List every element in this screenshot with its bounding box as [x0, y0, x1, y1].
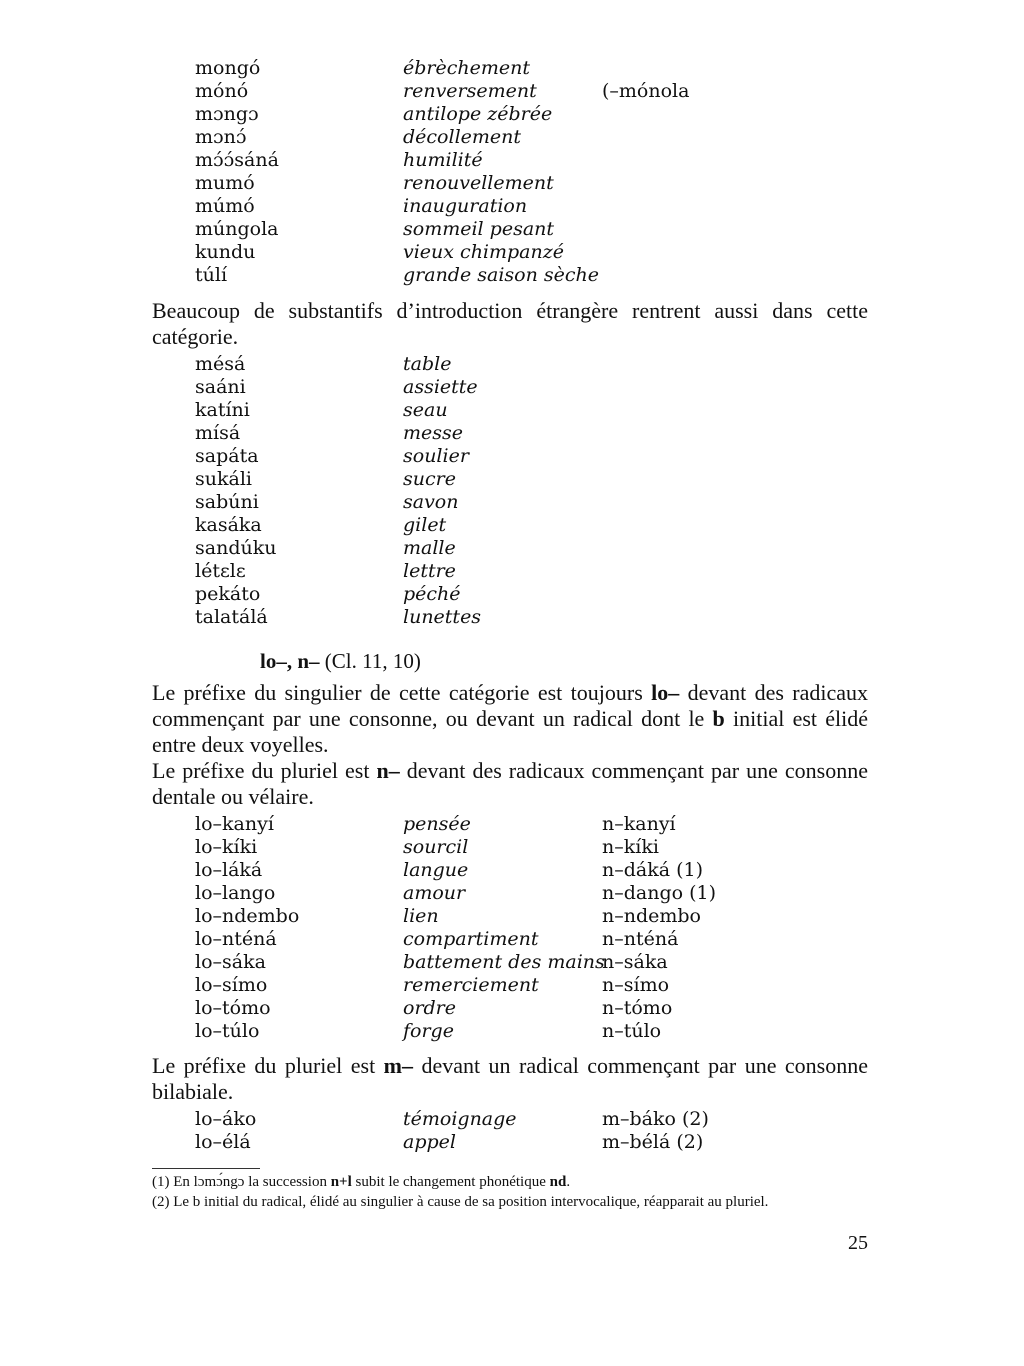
- lomongo-word: katíni: [195, 399, 250, 421]
- plural-form: n–sáka: [602, 951, 668, 973]
- french-gloss: grande saison sèche: [403, 264, 599, 286]
- plural-form: n–tómo: [602, 997, 673, 1019]
- lomongo-word: mumó: [195, 172, 255, 194]
- singular-form: lo–áko: [195, 1108, 257, 1130]
- plural-form: n–kanyí: [602, 813, 676, 835]
- plural-form: n–nténá: [602, 928, 679, 950]
- french-gloss: vieux chimpanzé: [403, 241, 564, 263]
- french-gloss: assiette: [403, 376, 478, 398]
- lomongo-word: sukáli: [195, 468, 252, 490]
- french-gloss: sucre: [403, 468, 456, 490]
- plural-form: n–ndembo: [602, 905, 701, 927]
- lomongo-word: talatálá: [195, 606, 268, 628]
- french-gloss: renversement: [403, 80, 537, 102]
- french-gloss: renouvellement: [403, 172, 554, 194]
- lomongo-word: mɔ́ɔ́sáná: [195, 149, 279, 171]
- french-gloss: inauguration: [403, 195, 528, 217]
- lomongo-word: múmó: [195, 195, 255, 217]
- singular-form: lo–ndembo: [195, 905, 300, 927]
- french-gloss: lunettes: [403, 606, 482, 628]
- footnote-divider: [152, 1168, 260, 1169]
- paragraph-plural-prefix-n: Le préfixe du pluriel est n– devant des radicaux commençant par une consonne dentale ou vélaire.: [152, 758, 868, 809]
- verb-note: (–mónola: [602, 80, 690, 102]
- lomongo-word: mɔnɔ́: [195, 126, 247, 148]
- french-gloss: remerciement: [403, 974, 539, 996]
- french-gloss: décollement: [403, 126, 522, 148]
- lomongo-word: mongó: [195, 57, 261, 79]
- singular-form: lo–kanyí: [195, 813, 274, 835]
- french-gloss: sommeil pesant: [403, 218, 555, 240]
- french-gloss: forge: [403, 1020, 454, 1042]
- singular-form: lo–lango: [195, 882, 276, 904]
- french-gloss: savon: [403, 491, 459, 513]
- french-gloss: battement des mains: [403, 951, 605, 973]
- french-gloss: langue: [403, 859, 469, 881]
- singular-form: lo–túlo: [195, 1020, 260, 1042]
- plural-form: m–báko (2): [602, 1108, 709, 1130]
- french-gloss: malle: [403, 537, 456, 559]
- french-gloss: sourcil: [403, 836, 469, 858]
- lomongo-word: létɛlɛ: [195, 560, 246, 582]
- french-gloss: appel: [403, 1131, 456, 1153]
- paragraph-singular-prefix: Le préfixe du singulier de cette catégorie est toujours lo– devant des radicaux commençant par une consonne, ou devant un radical dont le b initial est élidé entre deux voyelles.: [152, 680, 868, 757]
- french-gloss: pensée: [403, 813, 471, 835]
- singular-form: lo–nténá: [195, 928, 277, 950]
- french-gloss: péché: [403, 583, 461, 605]
- french-gloss: messe: [403, 422, 464, 444]
- lomongo-word: kasáka: [195, 514, 262, 536]
- lomongo-word: sandúku: [195, 537, 277, 559]
- plural-form: n–túlo: [602, 1020, 662, 1042]
- lomongo-word: mónó: [195, 80, 249, 102]
- singular-form: lo–tómo: [195, 997, 271, 1019]
- french-gloss: antilope zébrée: [403, 103, 553, 125]
- lomongo-word: saáni: [195, 376, 246, 398]
- singular-form: lo–láká: [195, 859, 263, 881]
- footnote-1: (1) En lɔmɔ́ngɔ la succession n+l subit le changement phonétique nd.: [152, 1174, 571, 1190]
- lomongo-word: sapáta: [195, 445, 259, 467]
- singular-form: lo–élá: [195, 1131, 251, 1153]
- singular-form: lo–sáka: [195, 951, 266, 973]
- french-gloss: témoignage: [403, 1108, 517, 1130]
- plural-form: n–dáká (1): [602, 859, 704, 881]
- french-gloss: ébrèchement: [403, 57, 530, 79]
- section-heading: [260, 649, 421, 673]
- plural-form: n–dango (1): [602, 882, 717, 904]
- lomongo-word: túlí: [195, 264, 228, 286]
- singular-form: lo–kíki: [195, 836, 258, 858]
- paragraph-plural-prefix-m: Le préfixe du pluriel est m– devant un radical commençant par une consonne bilabiale.: [152, 1053, 869, 1104]
- page-number: 25: [848, 1232, 868, 1254]
- french-gloss: seau: [403, 399, 448, 421]
- lomongo-word: mésá: [195, 353, 246, 375]
- plural-form: n–símo: [602, 974, 670, 996]
- heading-prefixes: lo–, n–: [260, 649, 320, 673]
- french-gloss: lien: [403, 905, 439, 927]
- lomongo-word: mísá: [195, 422, 241, 444]
- french-gloss: lettre: [403, 560, 456, 582]
- lomongo-word: pekáto: [195, 583, 261, 605]
- french-gloss: compartiment: [403, 928, 539, 950]
- french-gloss: amour: [403, 882, 466, 904]
- lomongo-word: múngola: [195, 218, 279, 240]
- french-gloss: gilet: [403, 514, 447, 536]
- french-gloss: humilité: [403, 149, 483, 171]
- lomongo-word: sabúni: [195, 491, 259, 513]
- paragraph-loanwords: Beaucoup de substantifs d’introduction étrangère rentrent aussi dans cette catégorie.: [152, 298, 868, 349]
- french-gloss: ordre: [403, 997, 457, 1019]
- footnotes: [152, 1173, 868, 1213]
- plural-form: m–bélá (2): [602, 1131, 704, 1153]
- french-gloss: table: [403, 353, 452, 375]
- singular-form: lo–símo: [195, 974, 268, 996]
- plural-form: n–kíki: [602, 836, 659, 858]
- french-gloss: soulier: [403, 445, 469, 467]
- footnote-2: (2) Le b initial du radical, élidé au singulier à cause de sa position intervocalique, réapparait au pluriel.: [152, 1194, 769, 1210]
- heading-class: (Cl. 11, 10): [319, 649, 421, 673]
- lomongo-word: kundu: [195, 241, 256, 263]
- lomongo-word: mɔngɔ: [195, 103, 259, 125]
